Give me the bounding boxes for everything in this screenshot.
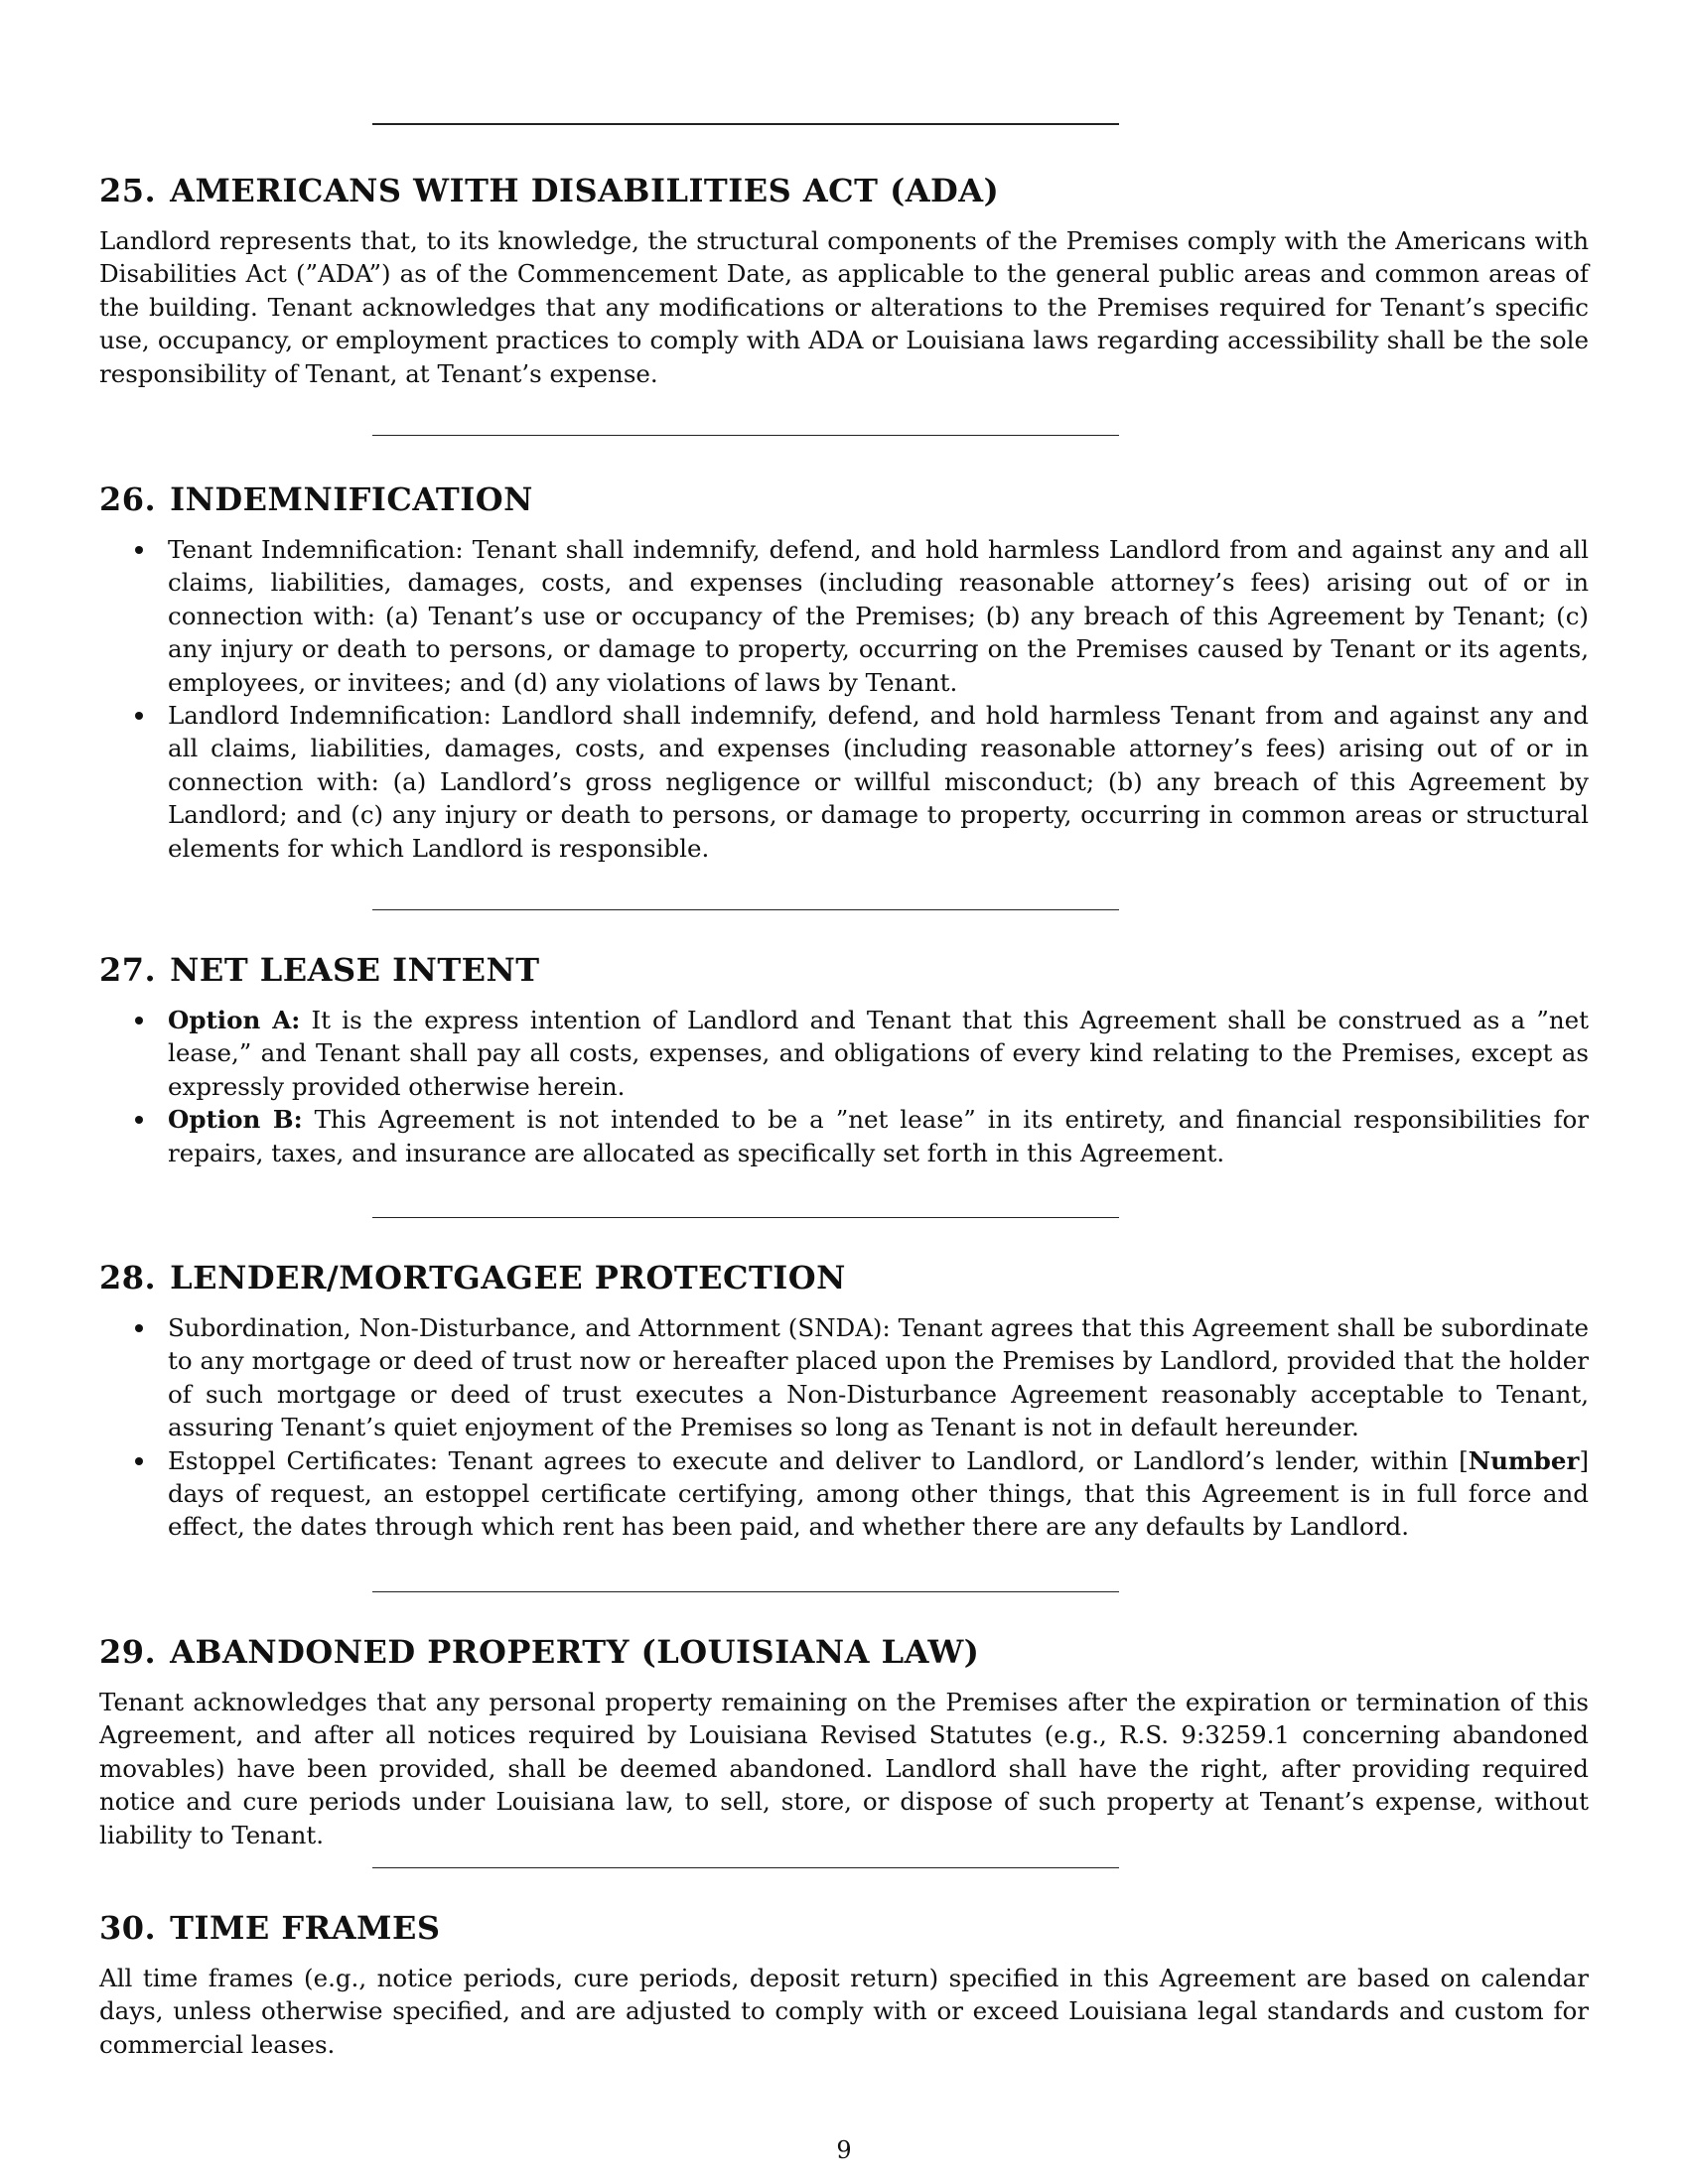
section-divider [372,1867,1119,1868]
list-item [99,533,1589,699]
placeholder-number: Number [1468,1445,1580,1475]
list-item [99,1103,1589,1169]
list-item-text: ] days of request, an estoppel certificate certifying, among other things, that this Agreement is in full force and effect, the dates through which rent has been paid, and whether there are any defaults by Landlord. [168,1445,1589,1542]
page-number: 9 [836,2136,852,2164]
list-item-text: Subordination, Non-Disturbance, and Attornment (SNDA): Tenant agrees that this Agreement shall be subordinate to any mortgage or deed of trust now or hereafter placed upon the Premises by Landlord, provided that the holder of such mortgage or deed of trust executes a Non-Disturbance Agreement reasonably acceptable to Tenant, assuring Tenant’s quiet enjoyment of the Premises so long as Tenant is not in default hereunder. [168,1313,1589,1442]
section-body: Landlord represents that, to its knowledge, the structural components of the Premises comply with the Americans with Disabilities Act (”ADA”) as of the Commencement Date, as applicable to the general public areas and common areas of the building. Tenant acknowledges that any modifications or alterations to the Premises required for Tenant’s specific use, occupancy, or employment practices to comply with ADA or Louisiana laws regarding accessibility shall be the sole responsibility of Tenant, at Tenant’s expense. [99,226,1589,388]
section-number: 25. [99,172,157,209]
section-title: AMERICANS WITH DISABILITIES ACT (ADA) [170,172,1000,209]
section-title: ABANDONED PROPERTY (LOUISIANA LAW) [170,1633,980,1671]
section-heading [99,1258,1589,1297]
section-title: INDEMNIFICATION [170,480,533,518]
section-divider [372,435,1119,436]
section-heading [99,1908,1589,1948]
section-number: 26. [99,480,157,518]
section-26 [99,479,1589,865]
section-heading [99,171,1589,210]
option-text: It is the express intention of Landlord and Tenant that this Agreement shall be construed as a ”net lease,” and Tenant shall pay all costs, expenses, and obligations of every kind relating to the Premises, except as expressly provided otherwise herein. [168,1006,1589,1101]
section-30 [99,1908,1589,2061]
bullet-icon [135,1017,143,1024]
section-29 [99,1632,1589,1851]
section-number: 28. [99,1259,157,1297]
section-heading [99,1632,1589,1672]
section-divider [372,123,1119,125]
section-divider [372,1217,1119,1218]
section-28 [99,1258,1589,1544]
list-item [99,1004,1589,1103]
bullet-icon [135,1457,143,1465]
section-number: 29. [99,1633,157,1671]
section-body: All time frames (e.g., notice periods, cure periods, deposit return) specified in this Agreement are based on calendar days, unless otherwise specified, and are adjusted to comply with or exceed Louisiana legal standards and custom for commercial leases. [99,1964,1589,2059]
section-divider [372,909,1119,910]
bullet-icon [135,712,143,720]
option-label: Option A: [168,1006,301,1034]
section-title: NET LEASE INTENT [170,951,540,989]
section-body: Tenant acknowledges that any personal property remaining on the Premises after the expiration or termination of this Agreement, and after all notices required by Louisiana Revised Statutes (e.g., R.S. 9:3259.1 concerning abandoned movables) have been provided, shall be deemed abandoned. Landlord shall have the right, after providing required notice and cure periods under Louisiana law, to sell, store, or dispose of such property at Tenant’s expense, without liability to Tenant. [99,1688,1589,1849]
list-item [99,1444,1589,1544]
list-item-text: Landlord Indemnification: Landlord shall indemnify, defend, and hold harmless Tenant from and against any and all claims, liabilities, damages, costs, and expenses (including reasonable attorney’s fees) arising out of or in connection with: (a) Landlord’s gross negligence or willful misconduct; (b) any breach of this Agreement by Landlord; and (c) any injury or death to persons, or damage to property, occurring in common areas or structural elements for which Landlord is responsible. [168,701,1589,863]
option-label: Option B: [168,1105,303,1135]
section-number: 30. [99,1909,157,1947]
section-title: TIME FRAMES [170,1909,441,1947]
bullet-icon [135,1324,143,1332]
list-item [99,699,1589,865]
list-item-text: Tenant Indemnification: Tenant shall indemnify, defend, and hold harmless Landlord from and against any and all claims, liabilities, damages, costs, and expenses (including reasonable attorney’s fees) arising out of or in connection with: (a) Tenant’s use or occupancy of the Premises; (b) any breach of this Agreement by Tenant; (c) any injury or death to persons, or damage to property, occurring on the Premises caused by Tenant or its agents, employees, or invitees; and (d) any violations of laws by Tenant. [168,535,1589,697]
section-heading [99,950,1589,990]
option-text: This Agreement is not intended to be a ”net lease” in its entirety, and financial responsibilities for repairs, taxes, and insurance are allocated as specifically set forth in this Agreement. [168,1105,1589,1167]
list-item [99,1311,1589,1444]
section-25 [99,171,1589,390]
bullet-list [99,1311,1589,1544]
bullet-icon [135,546,143,554]
list-item-text: Estoppel Certificates: Tenant agrees to execute and deliver to Landlord, or Landlord’s lender, within [ [168,1445,1469,1475]
bullet-list [99,533,1589,865]
section-heading [99,479,1589,519]
section-27 [99,950,1589,1169]
section-divider [372,1591,1119,1592]
section-title: LENDER/MORTGAGEE PROTECTION [170,1259,846,1297]
bullet-icon [135,1116,143,1124]
bullet-list [99,1004,1589,1169]
section-number: 27. [99,951,157,989]
